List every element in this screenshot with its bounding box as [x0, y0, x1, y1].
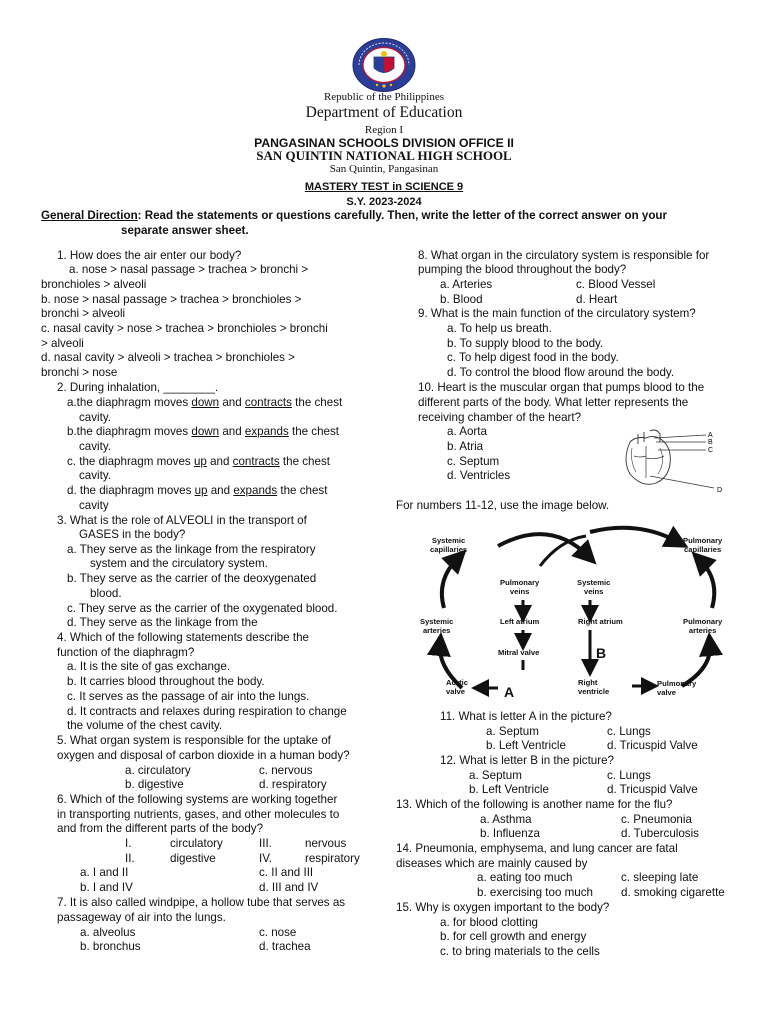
q11-option-b: b. Left Ventricle — [486, 739, 566, 752]
q10-option-b: b. Atria — [447, 440, 484, 453]
label-right-atrium: Right atrium — [578, 617, 623, 626]
q8-stem: 8. What organ in the circulatory system is responsible for — [418, 249, 710, 262]
q10-option-d: d. Ventricles — [447, 469, 511, 482]
q1-option-c: c. nasal cavity > nose > trachea > bronchioles > bronchi — [41, 322, 328, 335]
q3-option-a-cont: system and the circulatory system. — [90, 557, 268, 570]
republic-line: Republic of the Philippines — [323, 91, 445, 103]
q6-item-2: digestive — [170, 852, 216, 865]
label-systemic-arteries: Systemic arteries — [420, 617, 454, 635]
test-title: MASTERY TEST in SCIENCE 9 — [304, 181, 464, 193]
diagram-intro: For numbers 11-12, use the image below. — [396, 499, 610, 512]
q5-option-a: a. circulatory — [125, 764, 191, 777]
q7-option-a: a. alveolus — [80, 926, 136, 939]
label-left-atrium: Left atrium — [500, 617, 540, 626]
heart-diagram — [620, 428, 726, 496]
school-line: SAN QUINTIN NATIONAL HIGH SCHOOL — [256, 148, 512, 163]
direction-label: General Direction — [41, 209, 138, 222]
heart-label-c: C — [708, 447, 714, 454]
q14-option-d: d. smoking cigarette — [621, 886, 725, 899]
q4-option-a: a. It is the site of gas exchange. — [67, 660, 231, 673]
q2-option-b-cont: cavity. — [79, 440, 111, 453]
label-aortic-valve: Aortic valve — [446, 678, 468, 696]
q5-stem: 5. What organ system is responsible for the uptake of — [57, 734, 331, 747]
q11-option-d: d. Tricuspid Valve — [607, 739, 698, 752]
q9-option-b: b. To supply blood to the body. — [447, 337, 604, 350]
q7-option-c: c. nose — [259, 926, 297, 939]
q3-option-d: d. They serve as the linkage from the — [67, 616, 258, 629]
q5-option-b: b. digestive — [125, 778, 184, 791]
q9-option-a: a. To help us breath. — [447, 322, 552, 335]
q10-option-a: a. Aorta — [447, 425, 487, 438]
q1-option-d: d. nasal cavity > alveoli > trachea > bronchioles > — [41, 351, 295, 364]
q1-option-a: a. nose > nasal passage > trachea > bronchi > — [69, 263, 309, 276]
q8-stem-cont: pumping the blood throughout the body? — [418, 263, 627, 276]
q12-option-c: c. Lungs — [607, 769, 651, 782]
q8-option-c: c. Blood Vessel — [576, 278, 656, 291]
q6-item-4: respiratory — [305, 852, 360, 865]
q6-item-1: circulatory — [170, 837, 223, 850]
q14-stem: 14. Pneumonia, emphysema, and lung cancer are fatal — [396, 842, 678, 855]
q3-stem-cont: GASES in the body? — [79, 528, 186, 541]
label-pulmonary-valve: Pulmonary valve — [657, 679, 697, 697]
q10-stem: 10. Heart is the muscular organ that pumps blood to the — [418, 381, 705, 394]
q1-stem: 1. How does the air enter our body? — [57, 249, 242, 262]
direction-text-2: separate answer sheet. — [121, 224, 249, 237]
q3-option-b-cont: blood. — [90, 587, 122, 600]
q7-option-d: d. trachea — [259, 940, 311, 953]
q2-option-b: b.the diaphragm moves down and expands the chest — [67, 425, 340, 438]
q2-option-a-cont: cavity. — [79, 411, 111, 424]
q10-stem-cont: different parts of the body. What letter represents the — [418, 396, 689, 409]
q15-option-a: a. for blood clotting — [440, 916, 538, 929]
q1-option-d-cont: bronchi > nose — [41, 366, 118, 379]
q1-option-c-cont: > alveoli — [41, 337, 84, 350]
arc-right-up — [700, 560, 714, 608]
q2-option-a: a.the diaphragm moves down and contracts the chest — [67, 396, 343, 409]
q12-option-a: a. Septum — [469, 769, 522, 782]
q11-option-c: c. Lungs — [607, 725, 651, 738]
q6-option-d: d. III and IV — [259, 881, 319, 894]
label-pulmonary-arteries: Pulmonary arteries — [683, 617, 723, 635]
q4-stem-cont: function of the diaphragm? — [57, 646, 195, 659]
diagram-letter-b: B — [596, 645, 607, 661]
deped-seal-logo — [351, 37, 417, 93]
q7-stem-cont: passageway of air into the lungs. — [57, 911, 226, 924]
q4-option-d-cont: the volume of the chest cavity. — [67, 719, 223, 732]
q9-option-c: c. To help digest food in the body. — [447, 351, 619, 364]
q8-option-b: b. Blood — [440, 293, 483, 306]
q2-option-c-cont: cavity. — [79, 469, 111, 482]
q9-option-d: d. To control the blood flow around the body. — [447, 366, 675, 379]
q9-stem: 9. What is the main function of the circulatory system? — [418, 307, 696, 320]
q6-option-a: a. I and II — [80, 866, 129, 879]
diagram-letter-a: A — [504, 684, 515, 700]
heart-label-b: B — [708, 439, 713, 446]
heart-pointer-d — [650, 476, 714, 488]
q12-option-b: b. Left Ventricle — [469, 783, 549, 796]
q3-stem: 3. What is the role of ALVEOLI in the transport of — [57, 514, 307, 527]
q6-stem-cont: in transporting nutrients, gases, and other molecules to — [57, 808, 340, 821]
school-year: S.Y. 2023-2024 — [346, 196, 422, 208]
heart-label-d: D — [717, 487, 723, 494]
q6-roman-2: II. — [125, 852, 135, 865]
q4-option-b: b. It carries blood throughout the body. — [67, 675, 265, 688]
q14-option-a: a. eating too much — [477, 871, 573, 884]
label-systemic-veins: Systemic veins — [577, 578, 611, 596]
q7-option-b: b. bronchus — [80, 940, 141, 953]
q5-option-c: c. nervous — [259, 764, 313, 777]
arc-left-up — [442, 558, 458, 608]
q2-option-c: c. the diaphragm moves up and contracts the chest — [67, 455, 330, 468]
q13-option-d: d. Tuberculosis — [621, 827, 699, 840]
q15-option-c: c. to bring materials to the cells — [440, 945, 600, 958]
q2-option-d: d. the diaphragm moves up and expands the chest — [67, 484, 328, 497]
region-line: Region I — [364, 124, 404, 136]
q15-option-b: b. for cell growth and energy — [440, 930, 587, 943]
label-systemic-capillaries: Systemic capillaries — [430, 536, 468, 554]
q1-option-b: b. nose > nasal passage > trachea > bronchioles > — [41, 293, 302, 306]
label-mitral-valve: Mitral valve — [498, 648, 540, 657]
q5-option-d: d. respiratory — [259, 778, 327, 791]
q12-option-d: d. Tricuspid Valve — [607, 783, 698, 796]
address-line: San Quintin, Pangasinan — [329, 163, 439, 175]
q6-option-c: c. II and III — [259, 866, 314, 879]
label-right-ventricle: Right ventricle — [578, 678, 610, 696]
q1-option-a-cont: bronchioles > alveoli — [41, 278, 147, 291]
direction-text: : Read the statements or questions carefully. Then, write the letter of the correct answer on your — [137, 209, 668, 222]
q13-option-a: a. Asthma — [480, 813, 532, 826]
q8-option-d: d. Heart — [576, 293, 618, 306]
q13-stem: 13. Which of the following is another name for the flu? — [396, 798, 673, 811]
q3-option-b: b. They serve as the carrier of the deoxygenated — [67, 572, 317, 585]
q11-stem: 11. What is letter A in the picture? — [440, 710, 612, 723]
arc-pul-to-pulveins — [590, 528, 678, 542]
label-pulmonary-veins: Pulmonary veins — [500, 578, 540, 596]
q3-option-c: c. They serve as the carrier of the oxygenated blood. — [67, 602, 338, 615]
division-line: PANGASINAN SCHOOLS DIVISION OFFICE II — [254, 136, 514, 150]
q3-option-a: a. They serve as the linkage from the respiratory — [67, 543, 316, 556]
q11-option-a: a. Septum — [486, 725, 539, 738]
q4-option-d: d. It contracts and relaxes during respiration to change — [67, 705, 347, 718]
q2-stem: 2. During inhalation, ________. — [57, 381, 219, 394]
q6-stem-cont2: and from the different parts of the body? — [57, 822, 264, 835]
label-pulmonary-capillaries: Pulmonary capillaries — [683, 536, 723, 554]
q8-option-a: a. Arteries — [440, 278, 493, 291]
q4-stem: 4. Which of the following statements describe the — [57, 631, 309, 644]
q4-option-c: c. It serves as the passage of air into the lungs. — [67, 690, 310, 703]
q13-option-c: c. Pneumonia — [621, 813, 692, 826]
heart-pointer-a — [654, 435, 706, 438]
q14-option-b: b. exercising too much — [477, 886, 593, 899]
q10-stem-cont2: receiving chamber of the heart? — [418, 411, 582, 424]
q6-roman-4: IV. — [259, 852, 273, 865]
general-direction — [41, 209, 667, 224]
q2-option-d-cont: cavity — [79, 499, 109, 512]
heart-label-a: A — [708, 432, 713, 439]
q6-option-b: b. I and IV — [80, 881, 133, 894]
q6-roman-1: I. — [125, 837, 132, 850]
q6-stem: 6. Which of the following systems are working together — [57, 793, 338, 806]
q6-item-3: nervous — [305, 837, 347, 850]
q14-stem-cont: diseases which are mainly caused by — [396, 857, 588, 870]
q15-stem: 15. Why is oxygen important to the body? — [396, 901, 610, 914]
q1-option-b-cont: bronchi > alveoli — [41, 307, 126, 320]
q6-roman-3: III. — [259, 837, 272, 850]
q7-stem: 7. It is also called windpipe, a hollow tube that serves as — [57, 896, 346, 909]
q12-stem: 12. What is letter B in the picture? — [440, 754, 614, 767]
q5-stem-cont: oxygen and disposal of carbon dioxide in a human body? — [57, 749, 350, 762]
q13-option-b: b. Influenza — [480, 827, 540, 840]
department-line: Department of Education — [305, 104, 463, 121]
q14-option-c: c. sleeping late — [621, 871, 699, 884]
q10-option-c: c. Septum — [447, 455, 500, 468]
